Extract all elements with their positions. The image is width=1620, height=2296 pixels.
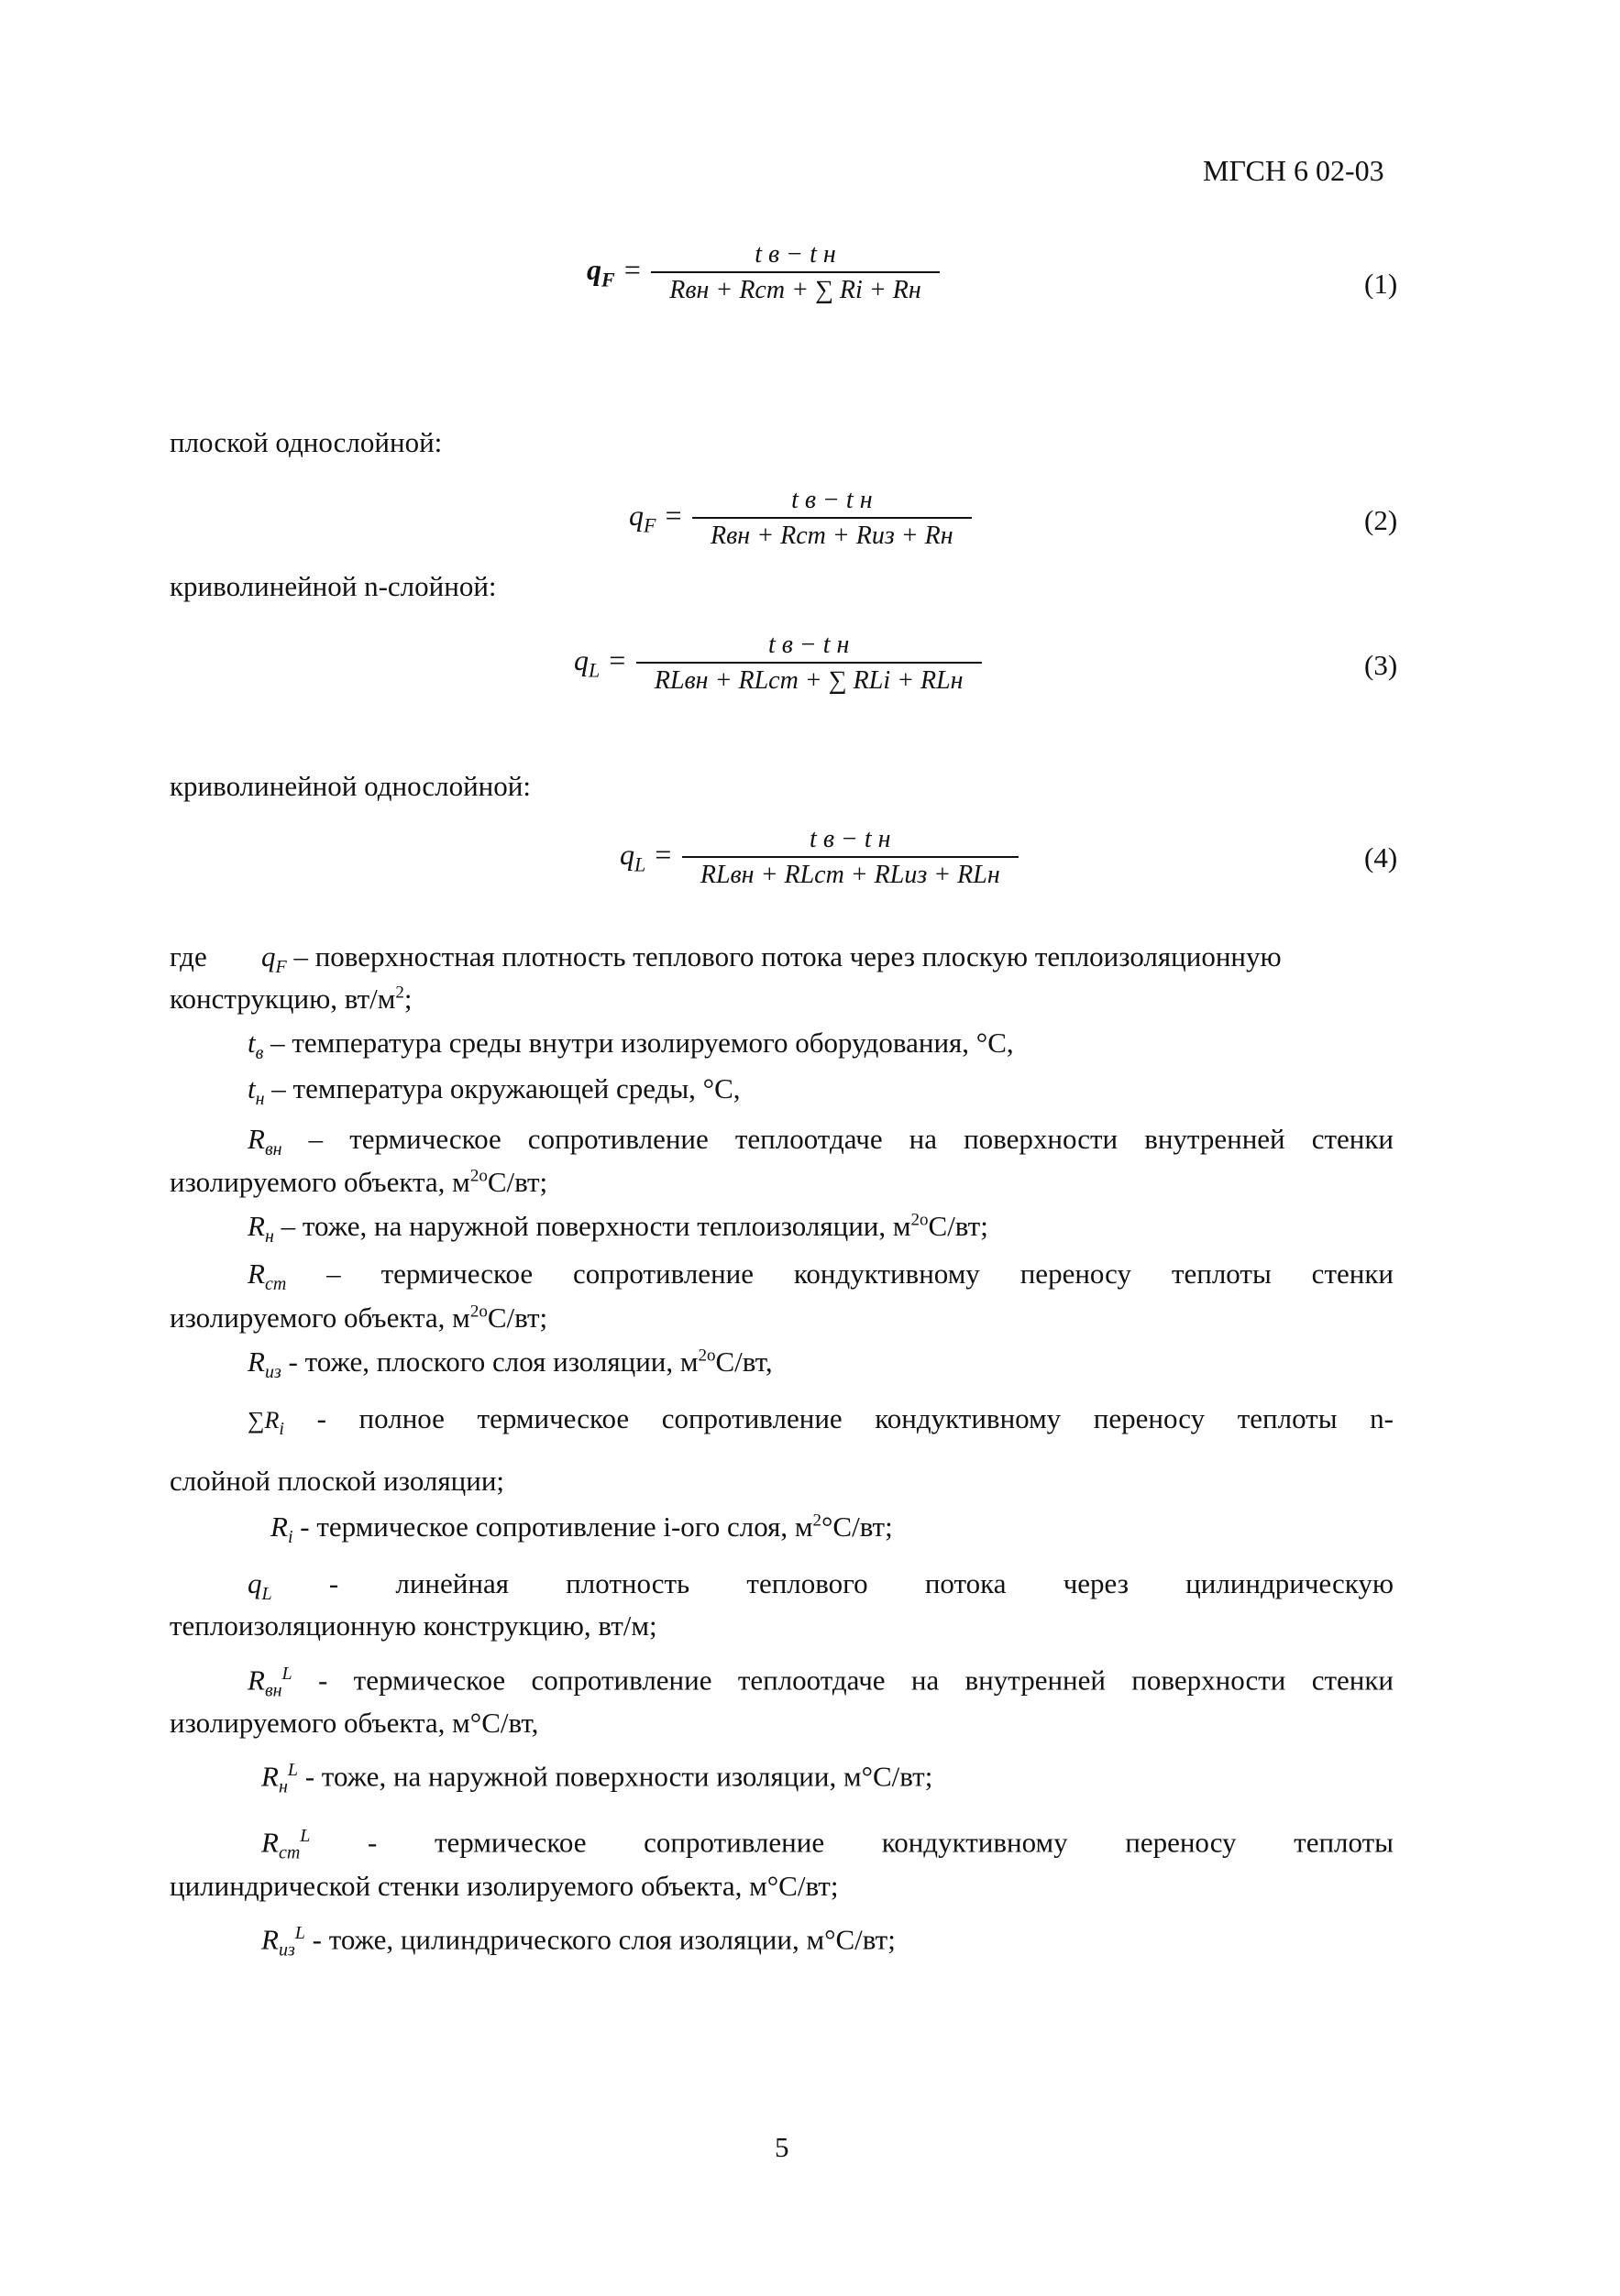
def-riz: $R_{из}$ - тоже, плоского слоя изоляции, $м^{2о}С/вт$, (248, 1346, 773, 1383)
where-label: где (170, 940, 207, 972)
formula-3-lhs: $q_L$ = (574, 643, 627, 682)
def-tn: $t_н$ – температура окружающей среды, °С, (248, 1072, 741, 1110)
formula-3-numerator: t в − t н (767, 631, 850, 659)
def-rlvn-b: изолируемого объекта, м°С/вт, (170, 1707, 539, 1739)
label-flat-single: плоской однослойной: (170, 426, 443, 458)
formula-3-number: (3) (1364, 649, 1398, 681)
formula-4-numerator: t в − t н (810, 825, 891, 853)
def-tv: $t_в$ – температура среды внутри изолируемого оборудования, °С, (248, 1027, 1014, 1064)
formula-2-lhs: $q_F$ = (629, 499, 684, 537)
label-curved-n: криволинейной n-слойной: (170, 570, 497, 602)
formula-2 (629, 486, 972, 551)
def-ql-b: теплоизоляционную конструкцию, вт/м; (170, 1609, 657, 1642)
def-rlst-a: $R_{ст}^L$ - термическое сопротивление кондуктивному переносу теплоты (261, 1826, 1394, 1863)
formula-3-denominator: RLвн + RLст + ∑ RLі + RLн (636, 662, 982, 696)
def-rst-b: изолируемого объекта, $м^{2о}С/вт$; (170, 1302, 548, 1334)
def-rvn-a: $R_{вн}$ – термическое сопротивление теплоотдаче на поверхности внутренней стенки (248, 1123, 1394, 1160)
formula-2-numerator: t в − t н (791, 486, 873, 514)
formula-1 (587, 240, 940, 305)
formula-1-number: (1) (1364, 268, 1398, 300)
formula-2-number: (2) (1364, 504, 1398, 536)
label-curved-single: криволинейной однослойной: (170, 770, 531, 802)
formula-4-number: (4) (1364, 841, 1398, 873)
def-qF: $q_F$ – поверхностная плотность теплового потока через плоскую теплоизоляционную (261, 940, 1282, 978)
formula-4-denominator: RLвн + RLст + RLиз + RLн (682, 856, 1019, 890)
formula-2-denominator: Rвн + Rст + Rиз + Rн (692, 517, 972, 551)
page-number: 5 (775, 2131, 789, 2163)
def-rln: $R_н^L$ - тоже, на наружной поверхности изоляции, м°С/вт; (261, 1760, 933, 1797)
def-ri: $R_і$ - термическое сопротивление i-ого слоя, $м^2^\circ С/вт$; (270, 1511, 893, 1548)
def-rlvn-a: $R_{вн}^L$ - термическое сопротивление теплоотдаче на внутренней поверхности стенки (248, 1664, 1394, 1701)
def-rlst-b: цилиндрической стенки изолируемого объекта, м°С/вт; (170, 1870, 839, 1902)
def-rliz: $R_{из}^L$ - тоже, цилиндрического слоя изоляции, м°С/вт; (261, 1923, 896, 1961)
def-sumr-a: $\sum R_і$ - полное термическое сопротивление кондуктивному переносу теплоты n- (248, 1402, 1394, 1440)
formula-4-lhs: $q_L$ = (620, 838, 673, 876)
def-sumr-b: слойной плоской изоляции; (170, 1465, 505, 1497)
formula-3 (574, 631, 982, 696)
def-rn: $R_н$ – тоже, на наружной поверхности теплоизоляции, $м^{2о}С/вт$; (248, 1210, 988, 1247)
def-ql-a: $q_L$ - линейная плотность теплового потока через цилиндрическую (248, 1567, 1394, 1605)
def-rst-a: $R_{ст}$ – термическое сопротивление кондуктивному переносу теплоты стенки (248, 1258, 1394, 1295)
def-qF-cont: конструкцию, $вт/м^2$; (170, 983, 413, 1015)
doc-id-header: МГСН 6 02-03 (1203, 154, 1384, 187)
formula-4 (620, 825, 1019, 890)
formula-1-numerator: t в − t н (755, 240, 836, 269)
formula-1-denominator: Rвн + Rст + ∑ Rі + Rн (651, 271, 939, 305)
formula-1-lhs: $q_F$ = (587, 253, 643, 291)
def-rvn-b: изолируемого объекта, $м^{2о}С/вт$; (170, 1166, 548, 1198)
